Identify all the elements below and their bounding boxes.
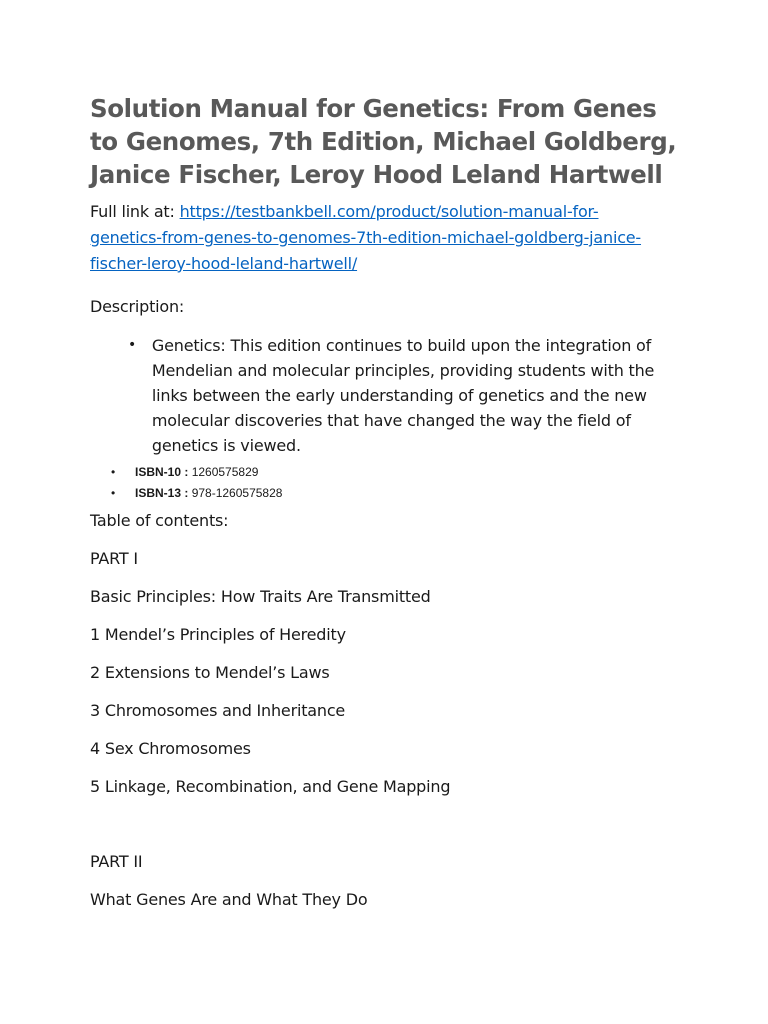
chapter-item: 5 Linkage, Recombination, and Gene Mapping (90, 777, 451, 796)
chapter-item: 2 Extensions to Mendel’s Laws (90, 663, 330, 682)
bullet-dot: • (111, 486, 116, 500)
description-bullet (90, 333, 690, 458)
full-link-paragraph (90, 199, 690, 277)
description-label: Description: (90, 297, 185, 316)
description-text: Genetics: This edition continues to build upon the integration of Mendelian and molecular principles, providing students with the links between the early understanding of genetics and the new molecular discoveries that have changed the way the field of genetics is viewed. (151, 336, 655, 455)
chapter-item: 3 Chromosomes and Inheritance (90, 701, 346, 720)
document-title: Solution Manual for Genetics: From Genes to Genomes, 7th Edition, Michael Goldberg, Janice Fischer, Leroy Hood Leland Hartwell (90, 94, 677, 189)
chapter-item: 4 Sex Chromosomes (90, 739, 251, 758)
chapter-item: 1 Mendel’s Principles of Heredity (90, 625, 346, 644)
part-2-heading: PART II (90, 852, 143, 871)
part-1-title: Basic Principles: How Traits Are Transmitted (90, 587, 431, 606)
isbn-key: ISBN-10 (135, 465, 182, 479)
bullet-dot: • (111, 465, 116, 479)
document-page (90, 92, 690, 911)
part-1-heading: PART I (90, 549, 138, 568)
part-2-title: What Genes Are and What They Do (90, 890, 368, 909)
bullet-dot: • (128, 337, 137, 353)
isbn-value: 978-1260575828 (191, 486, 283, 500)
isbn-list (90, 462, 690, 504)
isbn-value: 1260575829 (191, 465, 259, 479)
toc-label: Table of contents: (90, 511, 229, 530)
full-link-label: Full link at: (90, 202, 180, 221)
isbn-13-item: • ISBN-13 : 978-1260575828 (90, 483, 690, 504)
isbn-key: ISBN-13 (135, 486, 182, 500)
product-link[interactable]: https://testbankbell.com/product/solution-manual-for- genetics-from-genes-to-genomes-7th-edition-michael-goldberg-janice- fischer-leroy-hood-leland-hartwell/ (90, 202, 642, 273)
isbn-10-item: • ISBN-10 : 1260575829 (90, 462, 690, 483)
